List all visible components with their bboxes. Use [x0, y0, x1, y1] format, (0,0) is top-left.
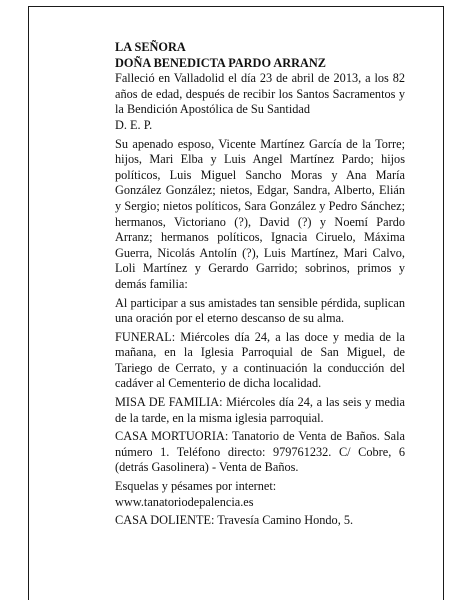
obituary-notice	[115, 40, 405, 529]
dep-text: D. E. P.	[115, 117, 153, 132]
death-announcement: Falleció en Valladolid el día 23 de abril de 2013, a los 82 años de edad, después de recibir los Santos Sacramentos y la Bendición Apostólica de Su Santidad	[115, 71, 405, 117]
heading-line-1: LA SEÑORA	[115, 40, 186, 54]
page-border-top	[28, 6, 444, 7]
funeral-info: FUNERAL: Miércoles día 24, a las doce y media de la mañana, en la Iglesia Parroquial de San Miguel, de Tariego de Cerrato, y a continuación la conducción del cadáver al Cementerio de dicha localidad.	[115, 329, 405, 391]
website-link[interactable]: www.tanatoriodepalencia.es	[115, 494, 254, 509]
family-mass-info: MISA DE FAMILIA: Miércoles día 24, a las seis y media de la tarde, en la misma iglesia parroquial.	[115, 395, 405, 425]
page-border-left	[28, 6, 29, 600]
heading-line-2: DOÑA BENEDICTA PARDO ARRANZ	[115, 55, 327, 70]
page-border-right	[443, 6, 444, 600]
funeral-home-info: CASA MORTUORIA: Tanatorio de Venta de Baños. Sala número 1. Teléfono directo: 979761232. C/ Cobre, 6 (detrás Gasolinera) - Venta de Baños.	[115, 429, 405, 475]
family-list: Su apenado esposo, Vicente Martínez García de la Torre; hijos, Mari Elba y Luis Angel Martínez Pardo; hijos políticos, Luis Miguel Sancho Moras y Ana María González González; nietos, Edgar, Sandra, Alberto, Elián y Sergio; nietos políticos, Sara González y Pedro Sánchez; hermanos, Victoriano (?), David (?) y Noemí Pardo Arranz; hermanos políticos, Ignacia Ciruelo, Máxima Guerra, Nicolás Antolín (?), Luis Martínez, Mari Calvo, Loli Martínez y Gerardo Garrido; sobrinos, primos y demás familia:	[115, 136, 405, 291]
prayer-request: Al participar a sus amistades tan sensible pérdida, suplican una oración por el eterno descanso de su alma.	[115, 295, 405, 326]
family-home-info: CASA DOLIENTE: Travesía Camino Hondo, 5.	[115, 513, 354, 528]
internet-condolences: Esquelas y pésames por internet:	[115, 479, 277, 494]
